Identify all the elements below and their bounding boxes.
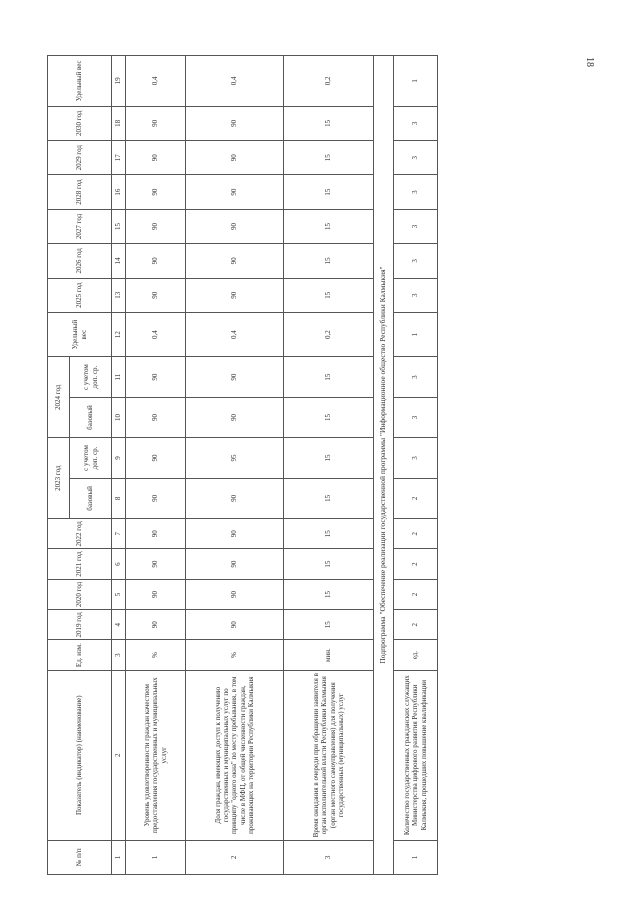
table-cell: 15 [284,106,374,140]
header-2019: 2019 год [48,610,112,640]
table-cell: 1 [394,312,438,356]
table-cell: 90 [126,106,186,140]
table-cell: 90 [126,549,186,579]
header-2020: 2020 год [48,579,112,609]
subprogram-title: Подпрограмма "Обеспечение реализации государственной программы "Информационное общество Республики Калмыкия" [374,56,394,875]
table-cell: мин. [284,640,374,670]
header-2024-base: базовый [70,397,112,437]
table-cell: 90 [126,209,186,243]
column-numbers-row [112,56,126,875]
table-cell: 3 [394,106,438,140]
table-cell: % [186,640,284,670]
table-cell: 15 [284,278,374,312]
table-cell: 90 [126,357,186,397]
table-cell: 3 [394,397,438,437]
table-cell: 90 [186,244,284,278]
header-weight-2: Удельный вес [48,56,112,107]
table-cell: 15 [284,549,374,579]
column-number: 19 [112,56,126,107]
header-2025: 2025 год [48,278,112,312]
table-cell: 90 [186,549,284,579]
table-cell: 90 [186,397,284,437]
table-cell: 90 [186,579,284,609]
table-cell: 1 [394,840,438,874]
table-cell: 0,4 [186,56,284,107]
table-cell: 2 [394,579,438,609]
table-cell: 15 [284,357,374,397]
table-cell: 3 [394,209,438,243]
table-cell: 90 [126,610,186,640]
table-cell: 90 [126,519,186,549]
table-row [126,56,186,875]
table-cell: 3 [284,840,374,874]
indicator-name-cell: Количество государственных гражданских служащих Министерства цифрового развития Республики Калмыкия, прошедших повышение квалификации [394,670,438,840]
table-cell: 15 [284,244,374,278]
column-number: 2 [112,670,126,840]
table-cell: 90 [186,478,284,518]
table-cell: 2 [186,840,284,874]
table-cell: 2 [394,549,438,579]
column-number: 1 [112,840,126,874]
indicator-name-cell: Доля граждан, имеющих доступ к получению государственных и муниципальных услуг по принципу "одного окна" по месту пребывания, в том числе в МФЦ, от общей численности граждан, проживающих на территории Республики Калмыкия [186,670,284,840]
column-number: 12 [112,312,126,356]
header-num: № п/п [48,840,112,874]
table-cell: 15 [284,141,374,175]
table-cell: 90 [126,141,186,175]
table-cell: 90 [186,610,284,640]
table-cell: 15 [284,175,374,209]
table-cell: 90 [186,209,284,243]
header-2023-base: базовый [70,478,112,518]
header-2023-adj: с учетом доп. ср. [70,438,112,478]
table-cell: 90 [186,519,284,549]
table-cell: 15 [284,209,374,243]
column-number: 6 [112,549,126,579]
header-2024: 2024 год [48,357,70,438]
table-cell: % [126,640,186,670]
indicator-name-cell: Время ожидания в очереди при обращении заявителя в орган исполнительной власти Республики Калмыкия (орган местного самоуправления) для получения государственных (муниципальных) услуг [284,670,374,840]
header-2030: 2030 год [48,106,112,140]
column-number: 10 [112,397,126,437]
column-number: 11 [112,357,126,397]
table-row [284,56,374,875]
table-cell: 1 [394,56,438,107]
table-cell: 90 [126,478,186,518]
column-number: 13 [112,278,126,312]
table-cell: ед. [394,640,438,670]
table-cell: 1 [126,840,186,874]
table-cell: 0,2 [284,56,374,107]
table-cell: 90 [126,278,186,312]
column-number: 9 [112,438,126,478]
header-2023: 2023 год [48,438,70,519]
table-cell: 15 [284,519,374,549]
table-cell: 90 [186,278,284,312]
header-weight-1: Удельный вес [48,312,112,356]
header-2029: 2029 год [48,141,112,175]
header-2021: 2021 год [48,549,112,579]
column-number: 7 [112,519,126,549]
column-number: 14 [112,244,126,278]
table-cell: 2 [394,610,438,640]
table-cell: 0,4 [126,312,186,356]
indicators-table [47,55,438,875]
table-cell: 3 [394,278,438,312]
indicator-name-cell: Уровень удовлетворенности граждан качеством предоставления государственных и муниципальных услуг [126,670,186,840]
header-indicator: Показатель (индикатор) (наименование) [48,670,112,840]
column-number: 16 [112,175,126,209]
table-cell: 15 [284,478,374,518]
page-number: 18 [584,57,595,67]
table-cell: 90 [186,357,284,397]
header-2024-adj: с учетом доп. ср. [70,357,112,397]
table-cell: 15 [284,438,374,478]
table-row [186,56,284,875]
column-number: 18 [112,106,126,140]
column-number: 15 [112,209,126,243]
table-cell: 90 [186,141,284,175]
column-number: 4 [112,610,126,640]
header-2027: 2027 год [48,209,112,243]
table-cell: 15 [284,579,374,609]
column-number: 8 [112,478,126,518]
table-cell: 90 [186,175,284,209]
table-cell: 90 [126,579,186,609]
table-cell: 3 [394,244,438,278]
table-cell: 0,2 [284,312,374,356]
header-2026: 2026 год [48,244,112,278]
table-cell: 90 [126,438,186,478]
header-unit: Ед. изм. [48,640,112,670]
column-number: 17 [112,141,126,175]
table-row [394,56,438,875]
table-cell: 15 [284,610,374,640]
table-cell: 3 [394,438,438,478]
table-cell: 2 [394,519,438,549]
table-cell: 2 [394,478,438,518]
column-number: 5 [112,579,126,609]
table-cell: 3 [394,357,438,397]
table-cell: 15 [284,397,374,437]
table-cell: 90 [186,106,284,140]
table-cell: 0,4 [126,56,186,107]
header-2022: 2022 год [48,519,112,549]
column-number: 3 [112,640,126,670]
table-cell: 95 [186,438,284,478]
table-cell: 90 [126,175,186,209]
table-cell: 90 [126,244,186,278]
table-cell: 0,4 [186,312,284,356]
header-2028: 2028 год [48,175,112,209]
table-cell: 3 [394,141,438,175]
rotated-table-wrapper [47,55,428,875]
table-cell: 90 [126,397,186,437]
table-cell: 3 [394,175,438,209]
